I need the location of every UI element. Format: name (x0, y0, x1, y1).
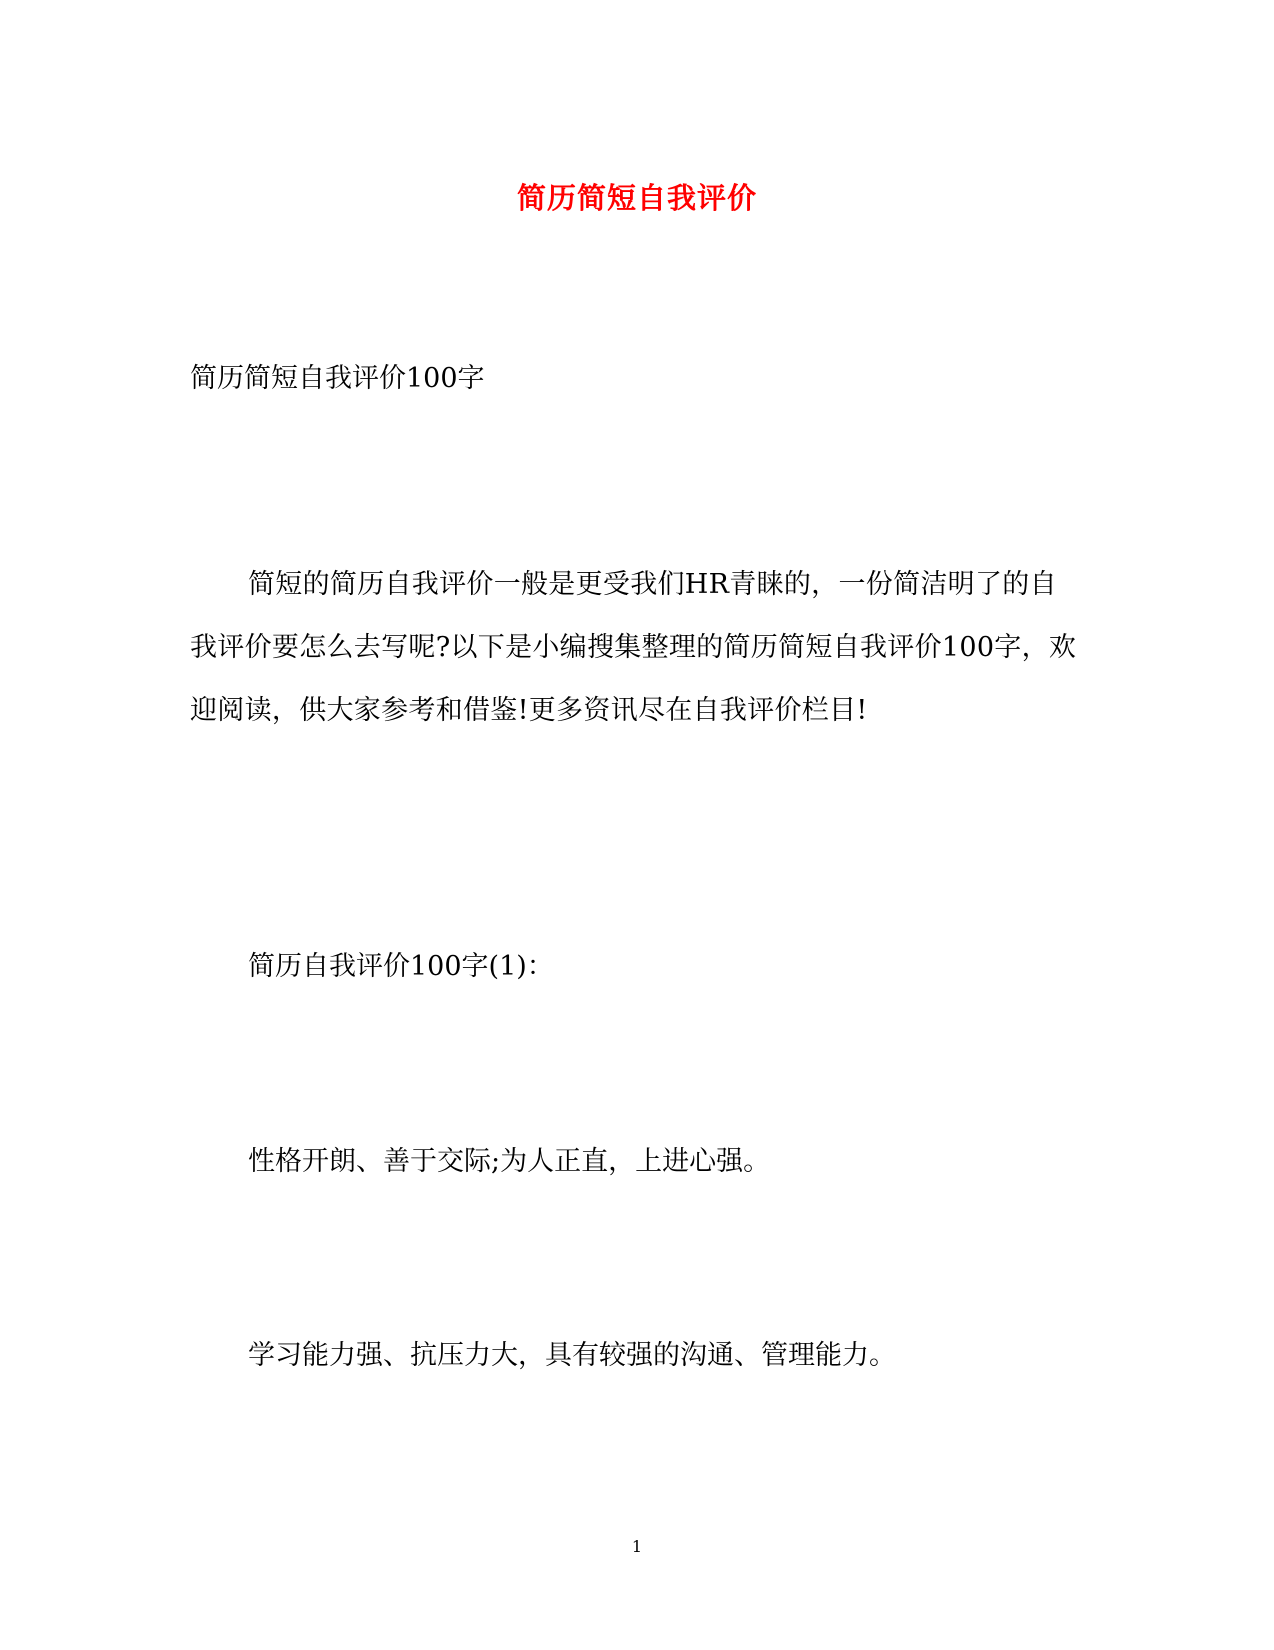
intro-paragraph: 简短的简历自我评价一般是更受我们HR青睐的，一份简洁明了的自我评价要怎么去写呢?以下是小编搜集整理的简历简短自我评价100字，欢迎阅读，供大家参考和借鉴!更多资讯尽在自我评价栏目! (190, 569, 1077, 726)
evaluation-item: 性格开朗、善于交际;为人正直，上进心强。 (248, 1146, 771, 1177)
page-number: 1 (631, 1537, 643, 1556)
document-subtitle: 简历简短自我评价100字 (190, 363, 485, 394)
evaluation-item: 学习能力强、抗压力大，具有较强的沟通、管理能力。 (248, 1340, 896, 1371)
document-title: 简历简短自我评价 (516, 181, 757, 215)
section-heading: 简历自我评价100字(1)： (248, 951, 554, 982)
